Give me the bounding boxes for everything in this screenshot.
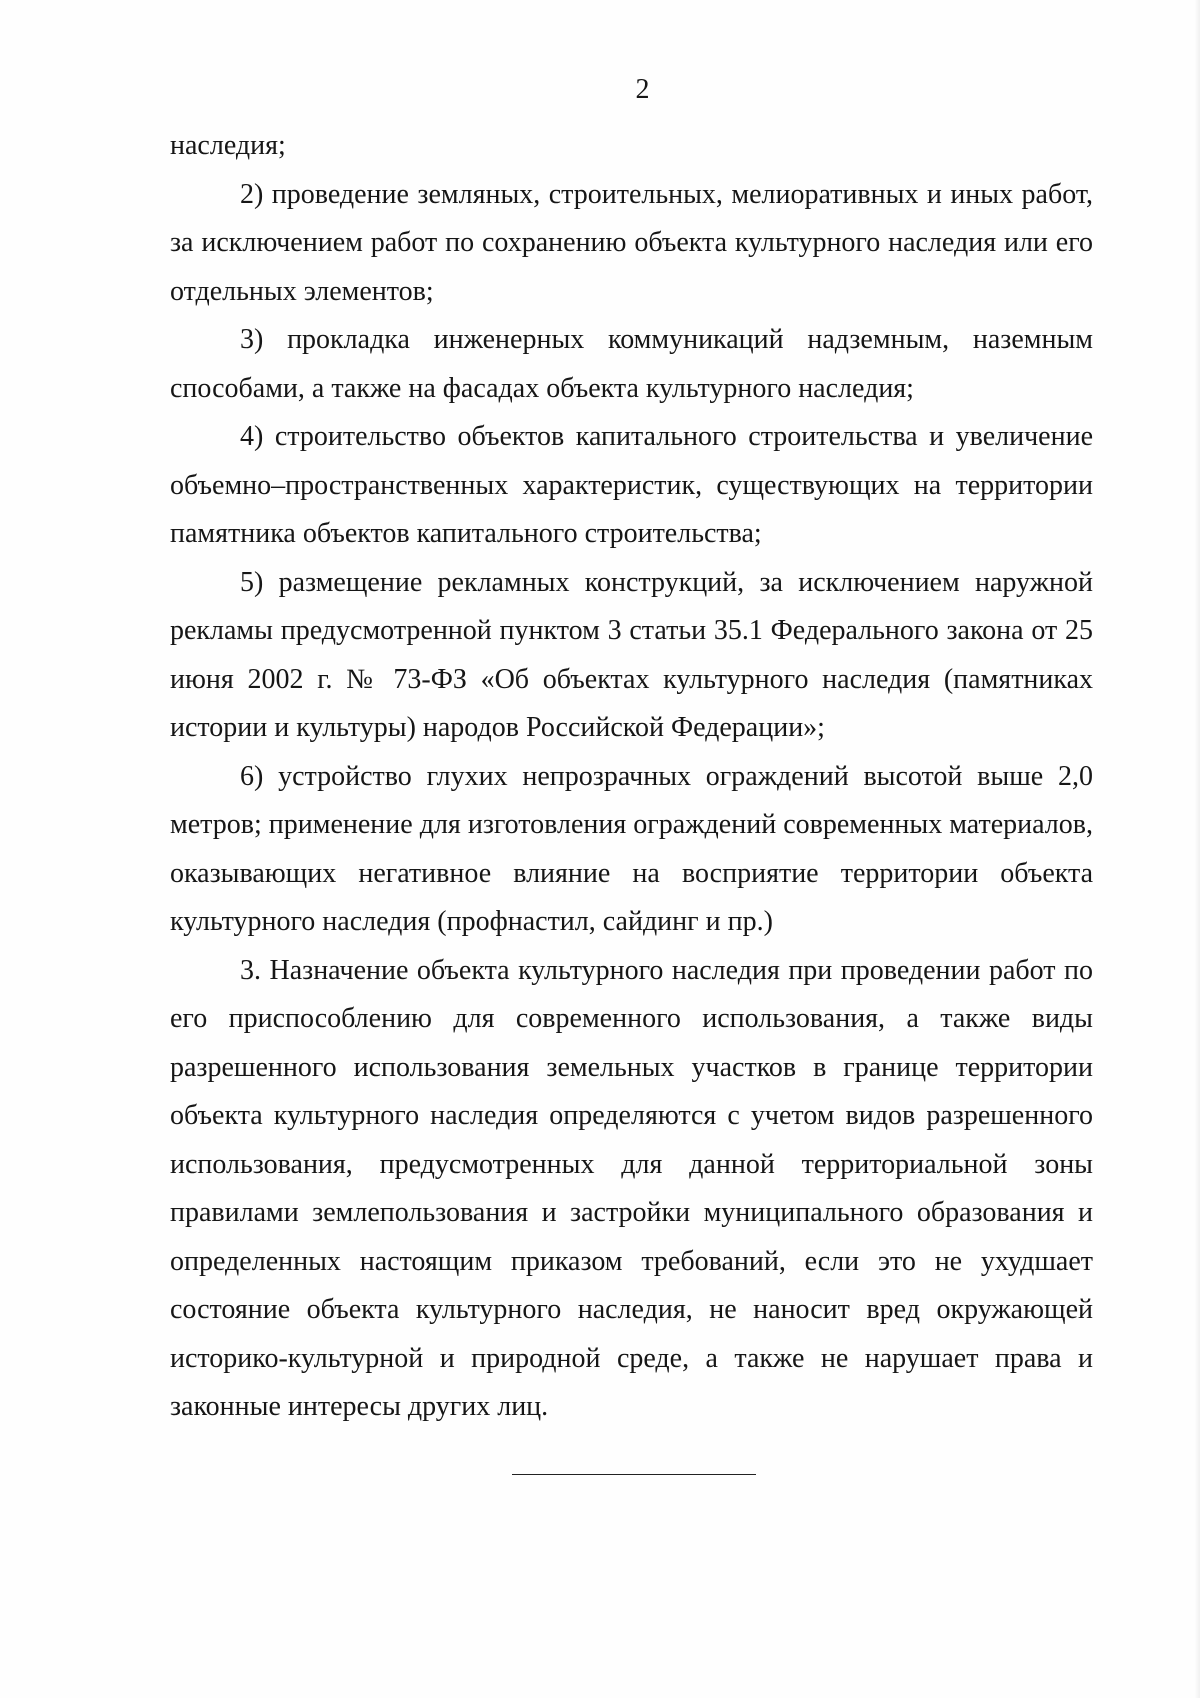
list-item-5: 5) размещение рекламных конструкций, за исключением наружной рекламы предусмотренной пунктом 3 статьи 35.1 Федерального закона от 25 июня 2002 г. № 73-ФЗ «Об объектах культурного наследия (памятниках истории и культуры) народов Российской Федерации»; [170, 566, 1093, 743]
scan-edge-shadow [1194, 0, 1200, 1698]
section-3-paragraph: 3. Назначение объекта культурного наследия при проведении работ по его приспособлению для современного использования, а также виды разрешенного использования земельных участков в границе территории объекта культурного наследия определяются с учетом видов разрешенного использования, предусмотренных для данной территориальной зоны правилами землепользования и застройки муниципального образования и определенных настоящим приказом требований, если это не ухудшает состояние объекта культурного наследия, не наносит вред окружающей историко-культурной и природной среде, а также не нарушает права и законные интересы других лиц. [170, 954, 1093, 1422]
list-item-6: 6) устройство глухих непрозрачных ограждений высотой выше 2,0 метров; применение для изготовления ограждений современных материалов, оказывающих негативное влияние на восприятие территории объекта культурного наследия (профнастил, сайдинг и пр.) [170, 760, 1093, 937]
list-item-2: 2) проведение земляных, строительных, мелиоративных и иных работ, за исключением работ по сохранению объекта культурного наследия или его отдельных элементов; [170, 178, 1093, 307]
list-item-3: 3) прокладка инженерных коммуникаций надземным, наземным способами, а также на фасадах объекта культурного наследия; [170, 324, 1093, 404]
paragraph-continuation: наследия; [170, 130, 286, 161]
document-body [170, 122, 1093, 1432]
page-number: 2 [635, 74, 650, 105]
list-item-4: 4) строительство объектов капитального строительства и увеличение объемно–пространственных характеристик, существующих на территории памятника объектов капитального строительства; [170, 421, 1093, 549]
end-of-document-rule [512, 1474, 756, 1475]
